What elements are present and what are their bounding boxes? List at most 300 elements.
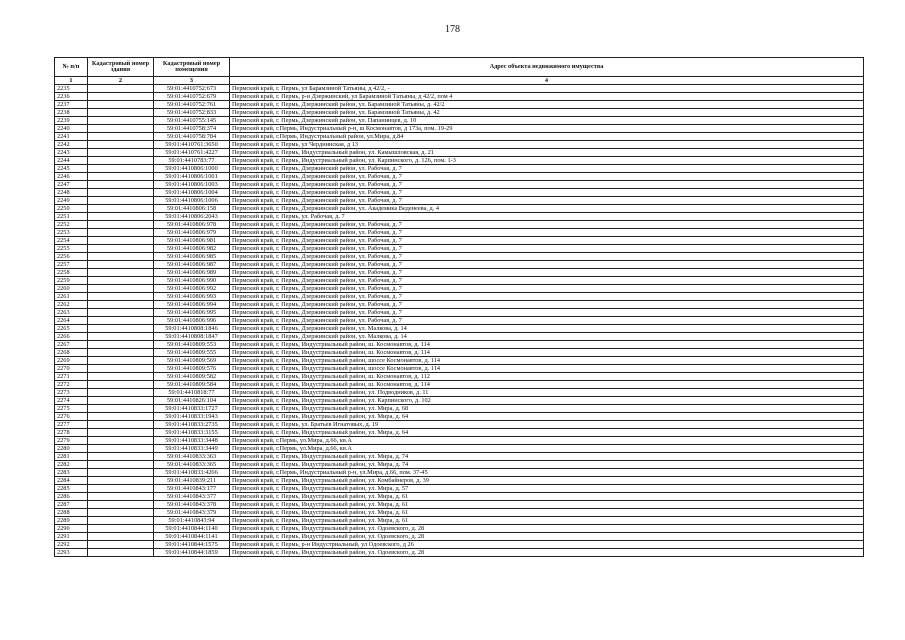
room-cadastral-cell: 59:01:4410752:761: [154, 101, 230, 109]
address-cell: Пермский край, г. Пермь, Индустриальный район, ул. Мира, д. 61: [230, 509, 864, 517]
address-cell: Пермский край, г. Пермь, ул Черднинская, д 13: [230, 141, 864, 149]
building-cadastral-cell: [88, 381, 154, 389]
header-room-cadastral: Кадастровый номер помещения: [154, 58, 230, 77]
row-number-cell: 2278: [55, 429, 88, 437]
room-cadastral-cell: 59:01:4410809:582: [154, 373, 230, 381]
room-cadastral-cell: 59:01:4410752:833: [154, 109, 230, 117]
table-row: [55, 125, 864, 133]
row-number-cell: 2239: [55, 117, 88, 125]
building-cadastral-cell: [88, 373, 154, 381]
column-number: 3: [154, 77, 230, 85]
building-cadastral-cell: [88, 93, 154, 101]
address-cell: Пермский край, г. Пермь, Дзержинский район, ул. Папанинцев, д. 10: [230, 117, 864, 125]
row-number-cell: 2238: [55, 109, 88, 117]
building-cadastral-cell: [88, 173, 154, 181]
table-row: [55, 277, 864, 285]
building-cadastral-cell: [88, 293, 154, 301]
table-row: [55, 397, 864, 405]
table-row: [55, 93, 864, 101]
address-cell: Пермский край, г.Пермь, ул.Мира, д.66, кв.А: [230, 445, 864, 453]
address-cell: Пермский край, г. Пермь, Дзержинский район, ул. Академика Веденеева, д. 4: [230, 205, 864, 213]
column-number: 1: [55, 77, 88, 85]
row-number-cell: 2259: [55, 277, 88, 285]
address-cell: Пермский край, г. Пермь, Индустриальный район, ул. Карпинского, д. 126, пом. 1-3: [230, 157, 864, 165]
address-cell: Пермский край, г. Пермь, Дзержинский район, ул. Рабочая, д. 7: [230, 253, 864, 261]
page-number: 178: [445, 24, 460, 35]
room-cadastral-cell: 59:01:4410806:1000: [154, 165, 230, 173]
address-cell: Пермский край, г. Пермь, Индустриальный район, ул. Мира, д. 74: [230, 461, 864, 469]
building-cadastral-cell: [88, 525, 154, 533]
building-cadastral-cell: [88, 349, 154, 357]
address-cell: Пермский край, г. Пермь, Индустриальный район, ул. Мира, д. 57: [230, 485, 864, 493]
address-cell: Пермский край, г. Пермь, Дзержинский район, ул. Рабочая, д. 7: [230, 173, 864, 181]
address-cell: Пермский край, г. Пермь, Дзержинский район, ул. Рабочая, д. 7: [230, 277, 864, 285]
table-header-row: [55, 58, 864, 77]
address-cell: Пермский край, г. Пермь, ул Барамзиной Татьяны, д 42/2, -: [230, 85, 864, 93]
table-row: [55, 261, 864, 269]
building-cadastral-cell: [88, 437, 154, 445]
address-cell: Пермский край, г. Пермь, Дзержинский район, ул. Рабочая, д. 7: [230, 165, 864, 173]
address-cell: Пермский край, г. Пермь, Дзержинский район, ул. Рабочая, д. 7: [230, 261, 864, 269]
building-cadastral-cell: [88, 309, 154, 317]
address-cell: Пермский край, г.Пермь, ул.Мира, д.66, кв.А: [230, 437, 864, 445]
row-number-cell: 2251: [55, 213, 88, 221]
building-cadastral-cell: [88, 509, 154, 517]
room-cadastral-cell: 59:01:4410844:1859: [154, 549, 230, 557]
row-number-cell: 2261: [55, 293, 88, 301]
room-cadastral-cell: 59:01:4410809:555: [154, 349, 230, 357]
room-cadastral-cell: 59:01:4410844:1140: [154, 525, 230, 533]
building-cadastral-cell: [88, 317, 154, 325]
building-cadastral-cell: [88, 165, 154, 173]
table-row: [55, 109, 864, 117]
table-row: [55, 533, 864, 541]
building-cadastral-cell: [88, 493, 154, 501]
address-cell: Пермский край, г. Пермь, Дзержинский район, ул. Рабочая, д. 7: [230, 293, 864, 301]
table-row: [55, 213, 864, 221]
table-row: [55, 285, 864, 293]
building-cadastral-cell: [88, 453, 154, 461]
row-number-cell: 2245: [55, 165, 88, 173]
room-cadastral-cell: 59:01:4410809:576: [154, 365, 230, 373]
building-cadastral-cell: [88, 109, 154, 117]
table-row: [55, 85, 864, 93]
row-number-cell: 2253: [55, 229, 88, 237]
address-cell: Пермский край, г. Пермь, Дзержинский район, ул. Рабочая, д. 7: [230, 189, 864, 197]
room-cadastral-cell: 59:01:4410808:1847: [154, 333, 230, 341]
header-building-cadastral: Кадастровый номер здания: [88, 58, 154, 77]
room-cadastral-cell: 59:01:4410806:990: [154, 277, 230, 285]
table-row: [55, 181, 864, 189]
row-number-cell: 2275: [55, 405, 88, 413]
address-cell: Пермский край, г. Пермь, Дзержинский район, ул. Малкова, д. 14: [230, 325, 864, 333]
row-number-cell: 2244: [55, 157, 88, 165]
table-row: [55, 365, 864, 373]
table-row: [55, 229, 864, 237]
room-cadastral-cell: 59:01:4410761:3650: [154, 141, 230, 149]
room-cadastral-cell: 59:01:4410806:989: [154, 269, 230, 277]
building-cadastral-cell: [88, 357, 154, 365]
room-cadastral-cell: 59:01:4410833:3449: [154, 445, 230, 453]
building-cadastral-cell: [88, 205, 154, 213]
room-cadastral-cell: 59:01:4410843:94: [154, 517, 230, 525]
row-number-cell: 2277: [55, 421, 88, 429]
building-cadastral-cell: [88, 117, 154, 125]
building-cadastral-cell: [88, 181, 154, 189]
table-row: [55, 525, 864, 533]
building-cadastral-cell: [88, 189, 154, 197]
row-number-cell: 2279: [55, 437, 88, 445]
room-cadastral-cell: 59:01:4410806:995: [154, 309, 230, 317]
table-row: [55, 405, 864, 413]
row-number-cell: 2270: [55, 365, 88, 373]
address-cell: Пермский край, г. Пермь, Индустриальный район, ул. Мира, д. 61: [230, 501, 864, 509]
row-number-cell: 2258: [55, 269, 88, 277]
room-cadastral-cell: 59:01:4410806:981: [154, 237, 230, 245]
address-cell: Пермский край, г. Пермь, Индустриальный район, ш. Космонавтов, д. 114: [230, 349, 864, 357]
room-cadastral-cell: 59:01:4410806:985: [154, 253, 230, 261]
room-cadastral-cell: 59:01:4410839:211: [154, 477, 230, 485]
table-row: [55, 437, 864, 445]
room-cadastral-cell: 59:01:4410833:1943: [154, 413, 230, 421]
table-row: [55, 445, 864, 453]
row-number-cell: 2236: [55, 93, 88, 101]
room-cadastral-cell: 59:01:4410833:1727: [154, 405, 230, 413]
address-cell: Пермский край, г. Пермь, Индустриальный район, ул. Мира, д. 64: [230, 429, 864, 437]
column-numbers-row: [55, 77, 864, 85]
room-cadastral-cell: 59:01:4410806:978: [154, 221, 230, 229]
table-row: [55, 117, 864, 125]
room-cadastral-cell: 59:01:4410806:1006: [154, 197, 230, 205]
table-row: [55, 149, 864, 157]
building-cadastral-cell: [88, 501, 154, 509]
room-cadastral-cell: 59:01:4410844:1141: [154, 533, 230, 541]
row-number-cell: 2282: [55, 461, 88, 469]
table-row: [55, 245, 864, 253]
table-row: [55, 197, 864, 205]
address-cell: Пермский край, г. Пермь, Индустриальный район, ул. Камышловская, д. 21: [230, 149, 864, 157]
address-cell: Пермский край, г. Пермь, Дзержинский район, ул. Рабочая, д. 7: [230, 221, 864, 229]
table-row: [55, 293, 864, 301]
row-number-cell: 2252: [55, 221, 88, 229]
row-number-cell: 2242: [55, 141, 88, 149]
table-row: [55, 165, 864, 173]
address-cell: Пермский край, г. Пермь, Индустриальный район, ул. Одоевского, д. 28: [230, 533, 864, 541]
table-row: [55, 357, 864, 365]
room-cadastral-cell: 59:01:4410833:365: [154, 461, 230, 469]
room-cadastral-cell: 59:01:4410783:77: [154, 157, 230, 165]
table-row: [55, 381, 864, 389]
building-cadastral-cell: [88, 213, 154, 221]
room-cadastral-cell: 59:01:4410833:3448: [154, 437, 230, 445]
address-cell: Пермский край, г. Пермь, Дзержинский район, ул. Рабочая, д. 7: [230, 245, 864, 253]
room-cadastral-cell: 59:01:4410833:2735: [154, 421, 230, 429]
table-row: [55, 501, 864, 509]
table-row: [55, 549, 864, 557]
table-row: [55, 237, 864, 245]
room-cadastral-cell: 59:01:4410752:673: [154, 85, 230, 93]
room-cadastral-cell: 59:01:4410761:4227: [154, 149, 230, 157]
address-cell: Пермский край, г. Пермь, Индустриальный район, ул. Мира, д. 64: [230, 413, 864, 421]
address-cell: Пермский край, г. Пермь, Индустриальный район, ул. Одоевского, д. 28: [230, 549, 864, 557]
row-number-cell: 2285: [55, 485, 88, 493]
row-number-cell: 2262: [55, 301, 88, 309]
row-number-cell: 2283: [55, 469, 88, 477]
row-number-cell: 2292: [55, 541, 88, 549]
room-cadastral-cell: 59:01:4410758:374: [154, 125, 230, 133]
table-row: [55, 421, 864, 429]
table-row: [55, 173, 864, 181]
building-cadastral-cell: [88, 533, 154, 541]
building-cadastral-cell: [88, 101, 154, 109]
address-cell: Пермский край, г.Пермь, Индустриальный р-н, ул.Мира, д.66, пом. 37-45: [230, 469, 864, 477]
room-cadastral-cell: 59:01:4410755:145: [154, 117, 230, 125]
building-cadastral-cell: [88, 229, 154, 237]
building-cadastral-cell: [88, 149, 154, 157]
table-row: [55, 341, 864, 349]
row-number-cell: 2264: [55, 317, 88, 325]
table-row: [55, 141, 864, 149]
address-cell: Пермский край, г. Пермь, Дзержинский район, ул. Рабочая, д. 7: [230, 285, 864, 293]
room-cadastral-cell: 59:01:4410806:1003: [154, 181, 230, 189]
table-row: [55, 461, 864, 469]
address-cell: Пермский край, г. Пермь, р-н Дзержинский, ул Барамзиной Татьяны, д 42/2, пом 4: [230, 93, 864, 101]
table-row: [55, 429, 864, 437]
row-number-cell: 2246: [55, 173, 88, 181]
row-number-cell: 2249: [55, 197, 88, 205]
address-cell: Пермский край, г. Пермь, Дзержинский район, ул. Рабочая, д. 7: [230, 181, 864, 189]
row-number-cell: 2291: [55, 533, 88, 541]
table-row: [55, 333, 864, 341]
building-cadastral-cell: [88, 421, 154, 429]
room-cadastral-cell: 59:01:4410752:679: [154, 93, 230, 101]
building-cadastral-cell: [88, 445, 154, 453]
row-number-cell: 2255: [55, 245, 88, 253]
building-cadastral-cell: [88, 477, 154, 485]
building-cadastral-cell: [88, 461, 154, 469]
table-row: [55, 325, 864, 333]
table-row: [55, 509, 864, 517]
row-number-cell: 2280: [55, 445, 88, 453]
table-row: [55, 301, 864, 309]
row-number-cell: 2235: [55, 85, 88, 93]
building-cadastral-cell: [88, 285, 154, 293]
row-number-cell: 2284: [55, 477, 88, 485]
room-cadastral-cell: 59:01:4410806:2043: [154, 213, 230, 221]
row-number-cell: 2254: [55, 237, 88, 245]
address-cell: Пермский край, г. Пермь, Дзержинский район, ул. Рабочая, д. 7: [230, 197, 864, 205]
building-cadastral-cell: [88, 141, 154, 149]
address-cell: Пермский край, г. Пермь, Индустриальный район, ш. Космонавтов, д. 114: [230, 381, 864, 389]
address-cell: Пермский край, г. Пермь, Индустриальный район, ш. Космонавтов, д. 114: [230, 341, 864, 349]
address-cell: Пермский край, г. Пермь, Индустриальный район, шоссе Космонавтов, д. 114: [230, 365, 864, 373]
header-address: Адрес объекта недвижимого имущества: [230, 58, 864, 77]
column-number: 2: [88, 77, 154, 85]
address-cell: Пермский край, г. Пермь, Индустриальный район, ул. Мира, д. 68: [230, 405, 864, 413]
row-number-cell: 2272: [55, 381, 88, 389]
room-cadastral-cell: 59:01:4410843:378: [154, 501, 230, 509]
room-cadastral-cell: 59:01:4410758:784: [154, 133, 230, 141]
building-cadastral-cell: [88, 413, 154, 421]
building-cadastral-cell: [88, 253, 154, 261]
room-cadastral-cell: 59:01:4410809:553: [154, 341, 230, 349]
address-cell: Пермский край, г. Пермь, Дзержинский район, ул. Барамзиной Татьяны, д. 42/2: [230, 101, 864, 109]
address-cell: Пермский край, г. Пермь, Дзержинский район, ул. Рабочая, д. 7: [230, 229, 864, 237]
address-cell: Пермский край, г. Пермь, Дзержинский район, ул. Рабочая, д. 7: [230, 269, 864, 277]
row-number-cell: 2276: [55, 413, 88, 421]
table-row: [55, 373, 864, 381]
building-cadastral-cell: [88, 133, 154, 141]
building-cadastral-cell: [88, 429, 154, 437]
address-cell: Пермский край, г. Пермь, Индустриальный район, ул. Мира, д. 74: [230, 453, 864, 461]
building-cadastral-cell: [88, 125, 154, 133]
row-number-cell: 2265: [55, 325, 88, 333]
row-number-cell: 2243: [55, 149, 88, 157]
address-cell: Пермский край, г. Пермь, Дзержинский район, ул. Рабочая, д. 7: [230, 309, 864, 317]
table-row: [55, 101, 864, 109]
table-row: [55, 349, 864, 357]
header-num: № п/п: [55, 58, 88, 77]
building-cadastral-cell: [88, 221, 154, 229]
table-row: [55, 389, 864, 397]
building-cadastral-cell: [88, 333, 154, 341]
address-cell: Пермский край, г. Пермь, Индустриальный район, шоссе Космонавтов, д. 114: [230, 357, 864, 365]
property-register-table: [54, 57, 864, 557]
building-cadastral-cell: [88, 517, 154, 525]
row-number-cell: 2274: [55, 397, 88, 405]
row-number-cell: 2267: [55, 341, 88, 349]
address-cell: Пермский край, г.Пермь, Индустриальный р-н, ш Космонавтов, д 173а, пом. 19-29: [230, 125, 864, 133]
row-number-cell: 2281: [55, 453, 88, 461]
row-number-cell: 2241: [55, 133, 88, 141]
room-cadastral-cell: 59:01:4410843:177: [154, 485, 230, 493]
building-cadastral-cell: [88, 469, 154, 477]
building-cadastral-cell: [88, 389, 154, 397]
row-number-cell: 2290: [55, 525, 88, 533]
table-row: [55, 485, 864, 493]
table-row: [55, 309, 864, 317]
building-cadastral-cell: [88, 157, 154, 165]
room-cadastral-cell: 59:01:4410818:77: [154, 389, 230, 397]
table-row: [55, 493, 864, 501]
building-cadastral-cell: [88, 365, 154, 373]
row-number-cell: 2289: [55, 517, 88, 525]
address-cell: Пермский край, г. Пермь, Индустриальный район, ул. Комбайнеров, д. 39: [230, 477, 864, 485]
table-row: [55, 269, 864, 277]
row-number-cell: 2240: [55, 125, 88, 133]
room-cadastral-cell: 59:01:4410809:569: [154, 357, 230, 365]
building-cadastral-cell: [88, 405, 154, 413]
row-number-cell: 2286: [55, 493, 88, 501]
table-row: [55, 189, 864, 197]
address-cell: Пермский край, г. Пермь, Дзержинский район, ул. Рабочая, д. 7: [230, 237, 864, 245]
room-cadastral-cell: 59:01:4410806:158: [154, 205, 230, 213]
room-cadastral-cell: 59:01:4410806:992: [154, 285, 230, 293]
building-cadastral-cell: [88, 277, 154, 285]
row-number-cell: 2288: [55, 509, 88, 517]
row-number-cell: 2248: [55, 189, 88, 197]
address-cell: Пермский край, г. Пермь, Индустриальный район, ул. Мира, д. 61: [230, 493, 864, 501]
building-cadastral-cell: [88, 197, 154, 205]
row-number-cell: 2273: [55, 389, 88, 397]
row-number-cell: 2287: [55, 501, 88, 509]
table-row: [55, 221, 864, 229]
room-cadastral-cell: 59:01:4410806:987: [154, 261, 230, 269]
room-cadastral-cell: 59:01:4410809:584: [154, 381, 230, 389]
building-cadastral-cell: [88, 85, 154, 93]
column-number: 4: [230, 77, 864, 85]
table-row: [55, 517, 864, 525]
room-cadastral-cell: 59:01:4410826:104: [154, 397, 230, 405]
table-row: [55, 205, 864, 213]
table-row: [55, 541, 864, 549]
row-number-cell: 2257: [55, 261, 88, 269]
room-cadastral-cell: 59:01:4410843:377: [154, 493, 230, 501]
building-cadastral-cell: [88, 549, 154, 557]
address-cell: Пермский край, г.Пермь, Индустриальный район, ул.Мира, д.84: [230, 133, 864, 141]
row-number-cell: 2250: [55, 205, 88, 213]
row-number-cell: 2269: [55, 357, 88, 365]
building-cadastral-cell: [88, 261, 154, 269]
row-number-cell: 2256: [55, 253, 88, 261]
room-cadastral-cell: 59:01:4410806:994: [154, 301, 230, 309]
table-row: [55, 469, 864, 477]
room-cadastral-cell: 59:01:4410806:982: [154, 245, 230, 253]
room-cadastral-cell: 59:01:4410806:996: [154, 317, 230, 325]
room-cadastral-cell: 59:01:4410844:1575: [154, 541, 230, 549]
row-number-cell: 2268: [55, 349, 88, 357]
table-row: [55, 253, 864, 261]
address-cell: Пермский край, г. Пермь, Индустриальный район, ул. Карпинского, д. 102: [230, 397, 864, 405]
building-cadastral-cell: [88, 237, 154, 245]
table-row: [55, 133, 864, 141]
room-cadastral-cell: 59:01:4410833:4266: [154, 469, 230, 477]
address-cell: Пермский край, г. Пермь, Дзержинский район, ул. Рабочая, д. 7: [230, 301, 864, 309]
building-cadastral-cell: [88, 325, 154, 333]
building-cadastral-cell: [88, 485, 154, 493]
building-cadastral-cell: [88, 541, 154, 549]
row-number-cell: 2271: [55, 373, 88, 381]
row-number-cell: 2293: [55, 549, 88, 557]
table-row: [55, 317, 864, 325]
room-cadastral-cell: 59:01:4410843:379: [154, 509, 230, 517]
address-cell: Пермский край, г. Пермь, Индустриальный район, ул. Мира, д. 61: [230, 517, 864, 525]
room-cadastral-cell: 59:01:4410833:3155: [154, 429, 230, 437]
row-number-cell: 2266: [55, 333, 88, 341]
building-cadastral-cell: [88, 341, 154, 349]
address-cell: Пермский край, г. Пермь, р-н Индустриальный, ул Одоевского, д 26: [230, 541, 864, 549]
address-cell: Пермский край, г. Пермь, Индустриальный район, ул. Подводников, д. 11: [230, 389, 864, 397]
row-number-cell: 2247: [55, 181, 88, 189]
address-cell: Пермский край, г. Пермь, Дзержинский район, ул. Малкова, д. 14: [230, 333, 864, 341]
room-cadastral-cell: 59:01:4410808:1846: [154, 325, 230, 333]
table-row: [55, 453, 864, 461]
address-cell: Пермский край, г. Пермь, ул. Рабочая, д. 7: [230, 213, 864, 221]
building-cadastral-cell: [88, 397, 154, 405]
table-row: [55, 477, 864, 485]
address-cell: Пермский край, г. Пермь, Индустриальный район, ш. Космонавтов, д. 112: [230, 373, 864, 381]
building-cadastral-cell: [88, 245, 154, 253]
building-cadastral-cell: [88, 301, 154, 309]
address-cell: Пермский край, г. Пермь, ул. Братьев Игнатовых, д. 19: [230, 421, 864, 429]
row-number-cell: 2237: [55, 101, 88, 109]
room-cadastral-cell: 59:01:4410806:1004: [154, 189, 230, 197]
address-cell: Пермский край, г. Пермь, Индустриальный район, ул. Одоевского, д. 28: [230, 525, 864, 533]
row-number-cell: 2263: [55, 309, 88, 317]
room-cadastral-cell: 59:01:4410833:363: [154, 453, 230, 461]
table-body: [55, 85, 864, 557]
row-number-cell: 2260: [55, 285, 88, 293]
